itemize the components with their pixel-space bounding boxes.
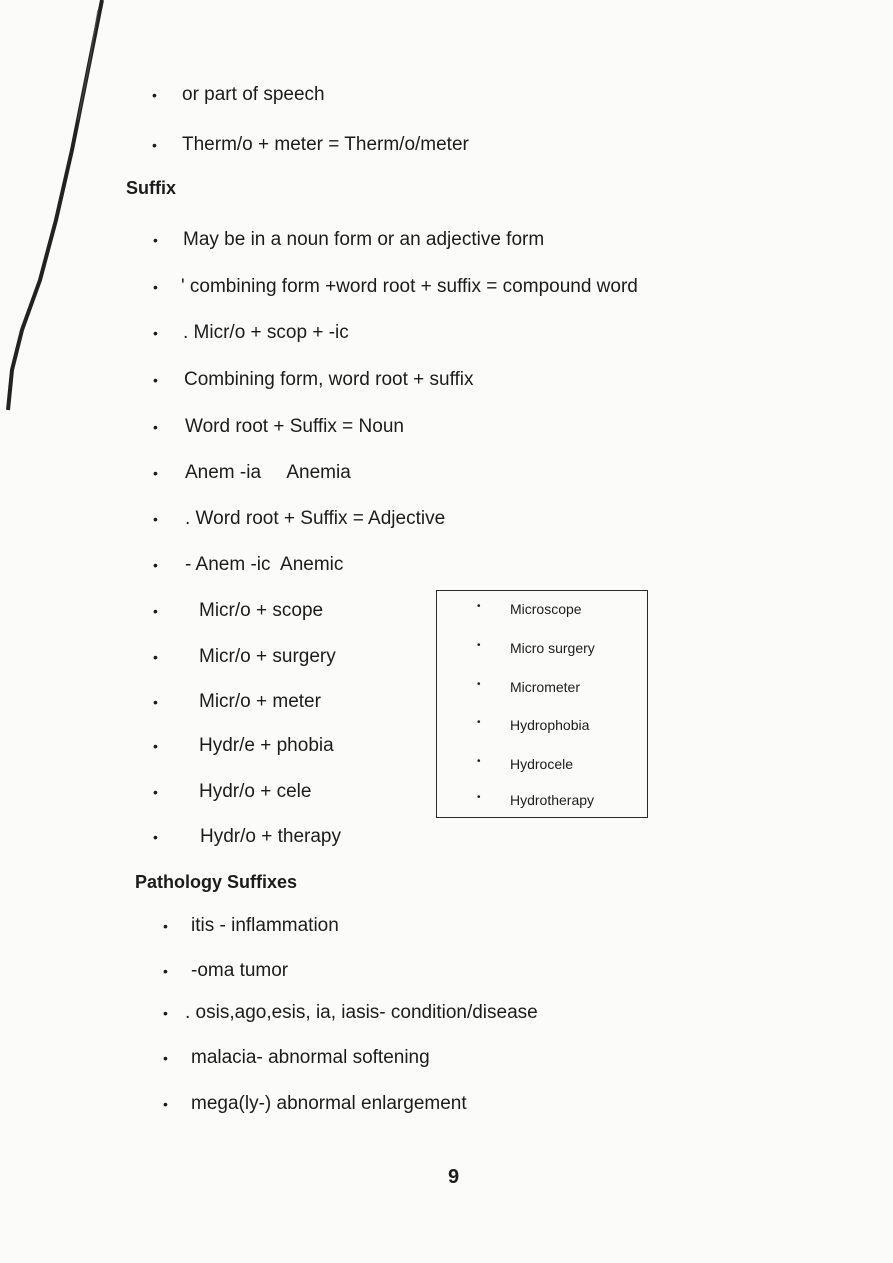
page-number: 9 <box>448 1166 460 1188</box>
list-item-text: Hydr/e + phobia <box>199 735 334 756</box>
list-item-text: itis - inflammation <box>191 915 339 936</box>
list-item-text: Word root + Suffix = Noun <box>185 416 404 437</box>
bullet-icon: • <box>163 918 168 934</box>
bullet-icon: • <box>477 601 481 612</box>
bullet-icon: • <box>153 649 158 665</box>
list-item-text: mega(ly-) abnormal enlargement <box>191 1093 467 1114</box>
list-item-text: Micrometer <box>510 679 581 695</box>
list-item-text: malacia- abnormal softening <box>191 1047 430 1068</box>
list-item-text: -oma tumor <box>191 960 289 981</box>
list-item-text: Hydrocele <box>510 756 574 772</box>
list-item-text: . Word root + Suffix = Adjective <box>185 508 446 529</box>
bullet-icon: • <box>153 829 158 845</box>
bullet-icon: • <box>153 325 158 341</box>
list-item-text: Combining form, word root + suffix <box>184 369 474 390</box>
list-item-text: . Micr/o + scop + -ic <box>183 322 349 343</box>
list-item-text: Hydr/o + therapy <box>200 826 341 847</box>
bullet-icon: • <box>477 679 481 690</box>
list-item-text: Anem -ia Anemia <box>185 462 351 483</box>
scan-edge-mark <box>0 0 120 420</box>
bullet-icon: • <box>477 717 481 728</box>
list-item-text: Hydr/o + cele <box>199 781 312 802</box>
list-item-text: or part of speech <box>182 84 325 105</box>
bullet-icon: • <box>152 137 157 153</box>
bullet-icon: • <box>153 511 158 527</box>
bullet-icon: • <box>153 419 158 435</box>
bullet-icon: • <box>153 465 158 481</box>
list-item-text: Hydrophobia <box>510 717 590 733</box>
list-item-text: - Anem -ic Anemic <box>185 554 344 575</box>
bullet-icon: • <box>477 756 481 767</box>
bullet-icon: • <box>153 279 158 295</box>
bullet-icon: • <box>153 784 158 800</box>
list-item-text: Therm/o + meter = Therm/o/meter <box>182 134 469 155</box>
result-box <box>436 590 648 818</box>
bullet-icon: • <box>153 557 158 573</box>
list-item-text: May be in a noun form or an adjective form <box>183 229 545 250</box>
bullet-icon: • <box>163 963 168 979</box>
list-item-text: Hydrotherapy <box>510 792 595 808</box>
list-item-text: Micr/o + meter <box>199 691 321 712</box>
pathology-heading: Pathology Suffixes <box>135 872 298 892</box>
bullet-icon: • <box>152 87 157 103</box>
bullet-icon: • <box>153 694 158 710</box>
bullet-icon: • <box>153 232 158 248</box>
bullet-icon: • <box>153 738 158 754</box>
bullet-icon: • <box>163 1005 168 1021</box>
list-item-text: Micr/o + scope <box>199 600 324 621</box>
bullet-icon: • <box>163 1050 168 1066</box>
list-item-text: Micro surgery <box>510 640 595 656</box>
list-item-text: . osis,ago,esis, ia, iasis- condition/disease <box>185 1002 538 1023</box>
suffix-heading: Suffix <box>126 178 177 198</box>
bullet-icon: • <box>153 603 158 619</box>
bullet-icon: • <box>153 372 158 388</box>
bullet-icon: • <box>477 792 481 803</box>
bullet-icon: • <box>477 640 481 651</box>
list-item-text: Microscope <box>510 601 582 617</box>
list-item-text: ' combining form +word root + suffix = compound word <box>181 276 638 297</box>
bullet-icon: • <box>163 1096 168 1112</box>
list-item-text: Micr/o + surgery <box>199 646 336 667</box>
